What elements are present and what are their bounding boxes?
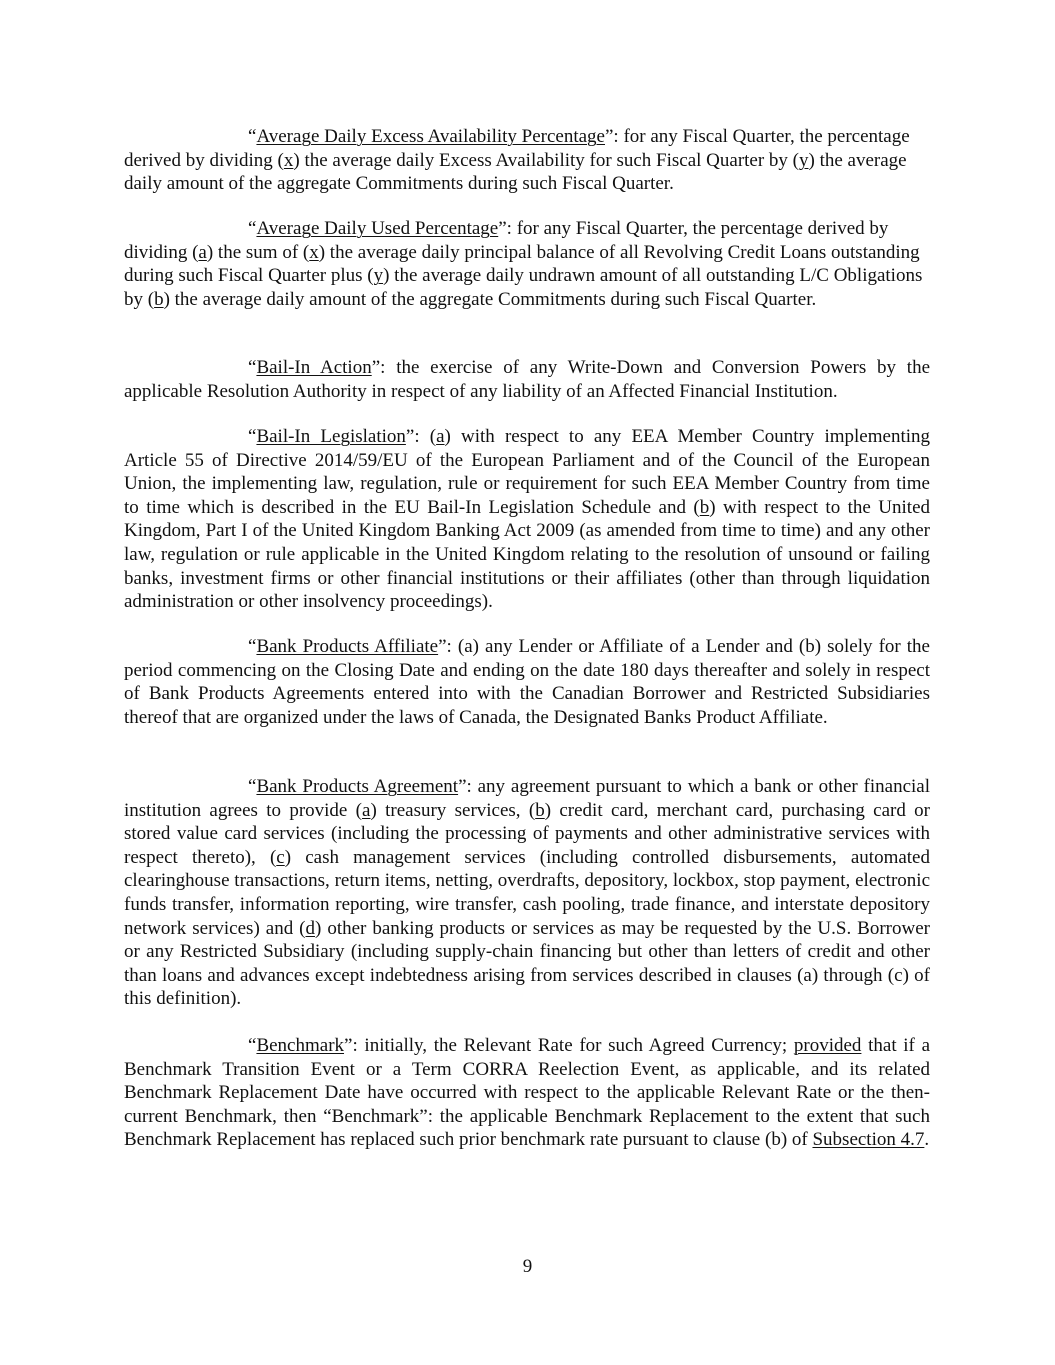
paragraph-text: ) the average daily amount of the aggregate Commitments during such Fiscal Quarter. <box>124 149 907 195</box>
paragraph-text: “ <box>248 357 257 378</box>
paragraph-text: . <box>924 1129 930 1151</box>
underlined-term: Bank Products Agreement <box>256 776 459 797</box>
definition-paragraph <box>124 356 930 403</box>
paragraph-text: ) with respect to the United Kingdom, Part I of the United Kingdom Banking Act 2009 (as amended from time to time) and any other law, regulation or rule applicable in the United Kingdom relating to the resolution of unsound or failing banks, investment firms or other financial institutions or their affiliates (other than through liquidation administration or other insolvency proceedings). <box>124 496 931 613</box>
underlined-term: y <box>373 265 384 287</box>
paragraph-text: ) the average daily principal balance of all Revolving Credit Loans outstanding during such Fiscal Quarter plus ( <box>124 241 920 287</box>
underlined-term: x <box>309 241 319 263</box>
definition-paragraph <box>124 775 930 1011</box>
paragraph-text: ”: initially, the Relevant Rate for such Agreed Currency; <box>344 1035 794 1056</box>
paragraph-text: ”: for any Fiscal Quarter, the percentage derived by dividing ( <box>124 218 889 263</box>
underlined-term: x <box>283 149 294 171</box>
paragraph-text: “ <box>248 218 257 239</box>
underlined-term: Average Daily Excess Availability Percentage <box>256 126 605 147</box>
paragraph-text: that if a Benchmark Transition Event or a Term CORRA Reelection Event, as applicable, and its related Benchmark Replacement Date have occurred with respect to the applicable Relevant Rate or the then-current Benchmark, then “Benchmark”: the applicable Benchmark Replacement to the extent that such Benchmark Replacement has replaced such prior benchmark rate pursuant to clause (b) of <box>124 1035 930 1151</box>
paragraph-text: ) other banking products or services as may be requested by the U.S. Borrower or any Restricted Subsidiary (including supply-chain financing but other than letters of credit and other than loans and advances except indebtedness arising from services described in clauses (a) through (c) of this definition). <box>124 917 930 1010</box>
paragraph-text: ”: (a) any Lender or Affiliate of a Lender and (b) solely for the period commencing on the Closing Date and ending on the date 180 days thereafter and solely in respect of Bank Products Agreements entered into with the Canadian Borrower and Restricted Subsidiaries thereof that are organized under the laws of Canada, the Designated Banks Product Affiliate. <box>124 636 930 728</box>
paragraph-text: “ <box>248 126 257 147</box>
underlined-term: b <box>699 496 710 518</box>
underlined-term: a <box>198 241 207 263</box>
definition-paragraph <box>124 1034 930 1152</box>
paragraph-text: “ <box>248 776 257 797</box>
paragraph-text: ) the average daily amount of the aggregate Commitments during such Fiscal Quarter. <box>163 288 817 310</box>
definition-paragraph <box>124 217 930 311</box>
underlined-term: Bank Products Affiliate <box>256 636 439 657</box>
underlined-term: d <box>305 917 316 939</box>
paragraph-text: ) the sum of ( <box>206 241 310 263</box>
definition-paragraph <box>124 425 930 614</box>
underlined-term: a <box>436 426 445 447</box>
underlined-term: b <box>535 799 545 821</box>
paragraph-text: ) with respect to any EEA Member Country implementing Article 55 of Directive 2014/59/EU of the European Parliament and of the Council of the European Union, the implementing law, regulation, rule or requirement for such EEA Member Country from time to time which is described in the EU Bail-In Legislation Schedule and ( <box>124 426 930 518</box>
underlined-term: Average Daily Used Percentage <box>256 218 499 239</box>
underlined-term: a <box>362 799 371 821</box>
underlined-term: provided <box>793 1035 862 1056</box>
underlined-term: c <box>276 846 285 868</box>
paragraph-text: “ <box>248 426 257 447</box>
page-number: 9 <box>522 1256 533 1277</box>
paragraph-text: “ <box>248 636 257 657</box>
underlined-term: b <box>154 288 164 310</box>
paragraph-text: “ <box>248 1035 257 1056</box>
underlined-term: Bail-In Legislation <box>256 426 406 447</box>
paragraph-text: ”: ( <box>405 426 437 447</box>
paragraph-text: ”: for any Fiscal Quarter, the percentage derived by dividing ( <box>124 126 910 171</box>
paragraph-text: ”: any agreement pursuant to which a bank or other financial institution agrees to provide ( <box>124 776 931 821</box>
paragraph-text: ) treasury services, ( <box>370 799 536 821</box>
paragraph-text: ) cash management services (including controlled disbursements, automated clearinghouse transactions, return items, netting, overdrafts, depository, lockbox, stop payment, electronic funds transfer, information reporting, wire transfer, cash pooling, trade finance, and interstate depository network services) and ( <box>124 846 930 939</box>
underlined-term: y <box>799 149 809 171</box>
paragraph-text: ) credit card, merchant card, purchasing card or stored value card services (including the processing of payments and other administrative services with respect thereto), ( <box>124 799 930 868</box>
underlined-term: Subsection 4.7 <box>812 1129 925 1151</box>
paragraph-text: ) the average daily undrawn amount of all outstanding L/C Obligations by ( <box>124 265 923 310</box>
paragraph-text: ) the average daily Excess Availability for such Fiscal Quarter by ( <box>293 149 800 171</box>
underlined-term: Benchmark <box>256 1035 345 1056</box>
paragraph-text: ”: the exercise of any Write-Down and Conversion Powers by the applicable Resolution Authority in respect of any liability of an Affected Financial Institution. <box>124 357 930 402</box>
definition-paragraph <box>124 125 930 196</box>
definition-paragraph <box>124 635 930 729</box>
underlined-term: Bail-In Action <box>256 357 372 378</box>
